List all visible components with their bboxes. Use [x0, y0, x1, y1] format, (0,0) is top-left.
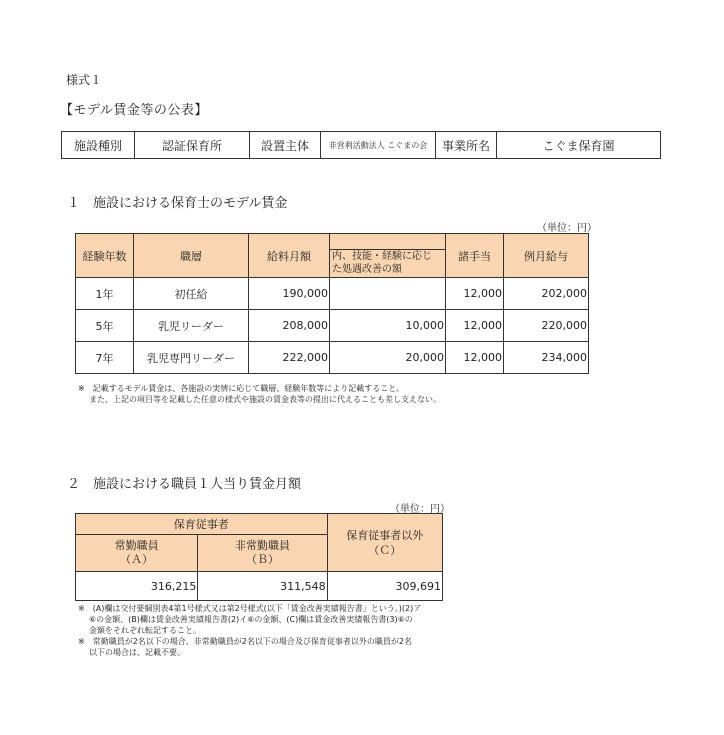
operator-label: 設置主体 [250, 132, 321, 159]
experience-cell: 1年 [76, 278, 134, 310]
allowance-cell: 12,000 [446, 310, 504, 342]
monthly-cell: 220,000 [504, 310, 589, 342]
table-row [76, 572, 443, 601]
model-wage-table [75, 233, 589, 374]
salary-cell: 208,000 [249, 310, 330, 342]
position-cell: 乳児専門リーダー [134, 342, 249, 374]
facility-info-row [62, 132, 661, 159]
form-number: 様式１ [66, 73, 103, 87]
section1-title: １ 施設における保育士のモデル賃金 [67, 196, 288, 211]
header-non-childcare-line2: （Ｃ） [368, 543, 402, 557]
header-parttime-line2: （Ｂ） [245, 553, 279, 566]
section2-note1-line1: ※ (A)欄は交付要綱別表4第1号様式又は第2号様式(以下「賃金改善実績報告書」という。)(2)ア [78, 604, 422, 613]
staff-wage-header-row [76, 514, 443, 535]
experience-cell: 5年 [76, 310, 134, 342]
fulltime-value: 316,215 [76, 572, 198, 601]
header-salary: 給料月額 [249, 234, 330, 278]
header-position: 職層 [134, 234, 249, 278]
office-label: 事業所名 [436, 132, 497, 159]
table-row [76, 278, 589, 310]
section1-note-line1: ※ 記載するモデル賃金は、各施設の実情に応じて職層、経験年数等により記載すること。 [78, 384, 405, 393]
skill-cell: 20,000 [330, 342, 446, 374]
skill-cell: 10,000 [330, 310, 446, 342]
allowance-cell: 12,000 [446, 278, 504, 310]
header-fulltime [76, 535, 198, 572]
header-fulltime-line2: （Ａ） [120, 553, 154, 566]
header-skill-improvement [330, 234, 446, 278]
position-cell: 初任給 [134, 278, 249, 310]
section1-note-line2: また、上記の項目等を記載した任意の様式や施設の賃金表等の提出に代えることも差し支えない。 [89, 395, 441, 404]
header-parttime-line1: 非常勤職員 [234, 539, 290, 552]
section1-unit: （単位：円） [537, 223, 597, 234]
table-row [76, 342, 589, 374]
header-fulltime-line1: 常勤職員 [114, 539, 159, 552]
position-cell: 乳児リーダー [134, 310, 249, 342]
salary-cell: 190,000 [249, 278, 330, 310]
experience-cell: 7年 [76, 342, 134, 374]
section1-note [78, 383, 441, 405]
header-monthly: 例月給与 [504, 234, 589, 278]
header-experience: 経験年数 [76, 234, 134, 278]
section2-note1-line2: ⑥の金額、(B)欄は賃金改善実績報告書(2)イ⑥の金額、(C)欄は賃金改善実績報告書(3)⑥の [89, 615, 413, 624]
table-row [76, 310, 589, 342]
section2-title: ２ 施設における職員１人当り賃金月額 [67, 477, 302, 492]
section2-notes [78, 603, 498, 658]
non-childcare-value: 309,691 [327, 572, 442, 601]
staff-wage-table [75, 513, 443, 601]
section2-note2-line2: 以下の場合は、記載不要。 [89, 648, 185, 657]
header-skill-line2: た処遇改善の額 [332, 264, 402, 275]
skill-cell [330, 278, 446, 310]
salary-cell: 222,000 [249, 342, 330, 374]
header-childcare-staff: 保育従事者 [76, 514, 328, 535]
allowance-cell: 12,000 [446, 342, 504, 374]
model-wage-header-row [76, 234, 589, 278]
header-parttime [198, 535, 327, 572]
header-skill-line1: 内、技能・経験に応じ [330, 249, 445, 264]
parttime-value: 311,548 [198, 572, 327, 601]
monthly-cell: 234,000 [504, 342, 589, 374]
section2-unit: （単位：円） [390, 504, 450, 515]
section2-note2-line1: ※ 常勤職員が2名以下の場合、非常勤職員が2名以下の場合及び保育従事者以外の職員が2名 [78, 637, 412, 646]
office-value: こぐま保育園 [497, 132, 661, 159]
header-non-childcare [327, 514, 442, 572]
facility-info-table [61, 131, 661, 159]
facility-type-label: 施設種別 [62, 132, 135, 159]
header-allowance: 諸手当 [446, 234, 504, 278]
monthly-cell: 202,000 [504, 278, 589, 310]
header-non-childcare-line1: 保育従事者以外 [346, 528, 424, 542]
operator-value: 非営利活動法人 こぐまの会 [321, 132, 436, 159]
facility-type-value: 認証保育所 [135, 132, 250, 159]
section2-note1-line3: 金額をそれぞれ転記すること。 [89, 626, 201, 635]
document-title: 【モデル賃金等の公表】 [60, 103, 208, 118]
